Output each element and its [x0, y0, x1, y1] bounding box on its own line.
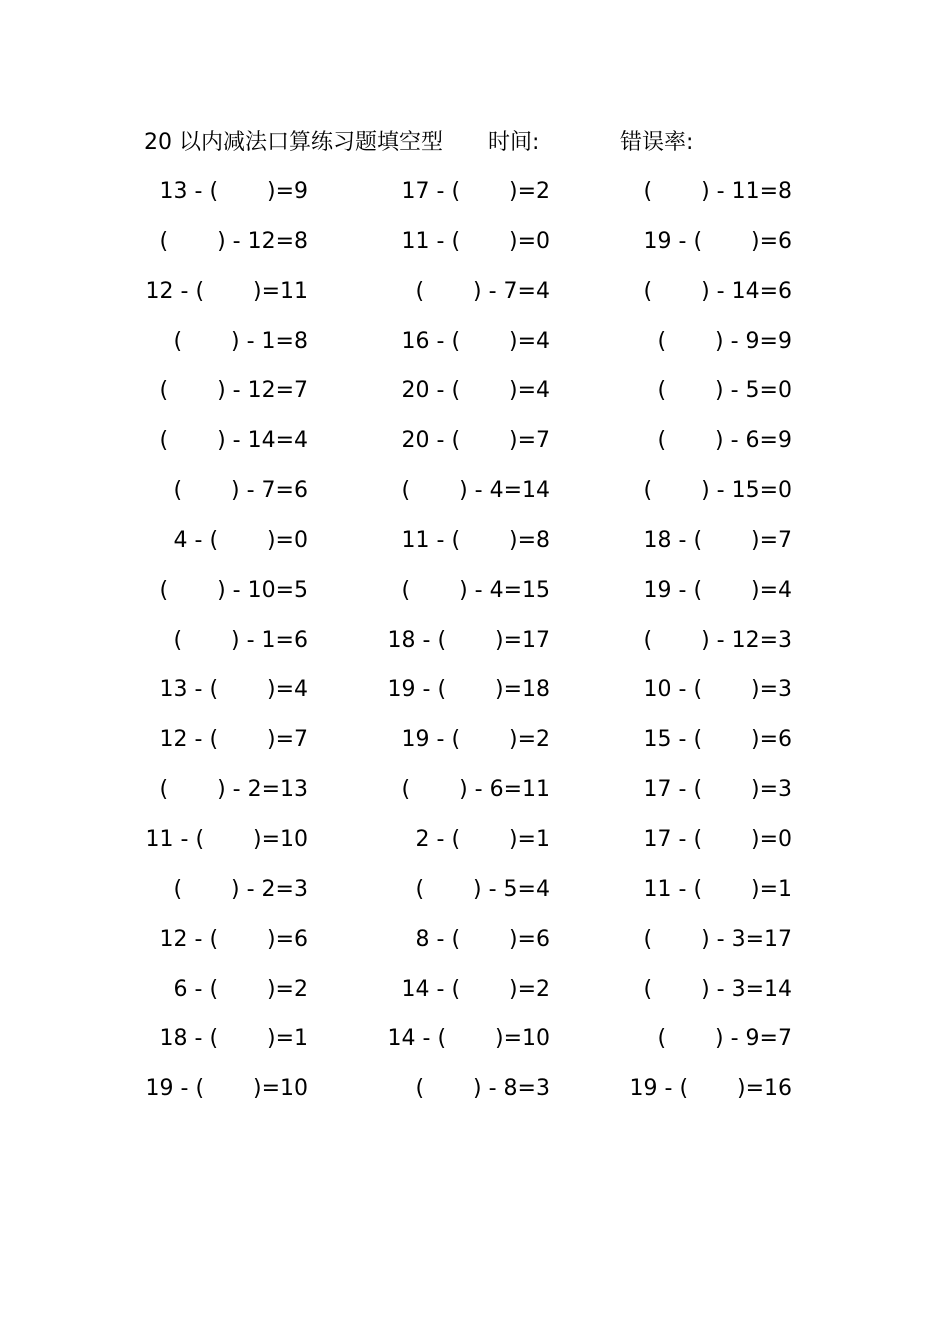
subtraction-problem: ( ) - 2=13 — [159, 777, 308, 803]
subtraction-problem: 14 - ( )=10 — [387, 1026, 550, 1052]
subtraction-problem: 2 - ( )=1 — [415, 826, 550, 852]
subtraction-problem: 19 - ( )=10 — [145, 1076, 308, 1102]
problem-row — [140, 870, 800, 920]
subtraction-problem: ( ) - 9=9 — [657, 328, 792, 354]
subtraction-problem: ( ) - 3=17 — [643, 926, 792, 952]
subtraction-problem: 17 - ( )=2 — [401, 179, 550, 204]
subtraction-problem: ( ) - 6=11 — [401, 777, 550, 803]
subtraction-problem: 15 - ( )=6 — [643, 727, 792, 753]
subtraction-problem: 19 - ( )=4 — [643, 577, 792, 603]
subtraction-problem: ( ) - 4=15 — [401, 577, 550, 603]
subtraction-problem: ( ) - 3=14 — [643, 976, 792, 1002]
problem-row — [140, 820, 800, 870]
subtraction-problem: 11 - ( )=10 — [145, 826, 308, 852]
problem-row — [140, 371, 800, 421]
subtraction-problem: 20 - ( )=7 — [401, 428, 550, 454]
problem-row — [140, 421, 800, 471]
subtraction-problem: ( ) - 12=7 — [159, 378, 308, 404]
subtraction-problem: 13 - ( )=4 — [159, 677, 308, 703]
subtraction-problem: 14 - ( )=2 — [401, 976, 550, 1002]
subtraction-problem: 12 - ( )=6 — [159, 926, 308, 952]
problem-row — [140, 770, 800, 820]
problem-row — [140, 222, 800, 272]
subtraction-problem: ( ) - 1=6 — [173, 627, 308, 653]
subtraction-problem: 4 - ( )=0 — [173, 527, 308, 553]
subtraction-problem: 18 - ( )=7 — [643, 527, 792, 553]
subtraction-problem: ( ) - 5=0 — [657, 378, 792, 404]
subtraction-problem: ( ) - 7=4 — [415, 278, 550, 304]
subtraction-problem: 11 - ( )=8 — [401, 527, 550, 553]
subtraction-problem: 6 - ( )=2 — [173, 976, 308, 1002]
subtraction-problem: ( ) - 7=6 — [173, 478, 308, 504]
problem-row — [140, 322, 800, 372]
problem-row — [140, 970, 800, 1020]
subtraction-problem: ( ) - 12=8 — [159, 228, 308, 254]
problem-row — [140, 720, 800, 770]
subtraction-problem: 11 - ( )=1 — [643, 876, 792, 902]
problem-grid — [140, 172, 800, 1119]
subtraction-problem: 18 - ( )=1 — [159, 1026, 308, 1052]
problem-row — [140, 272, 800, 322]
problem-row — [140, 571, 800, 621]
subtraction-problem: 11 - ( )=0 — [401, 228, 550, 254]
subtraction-problem: ( ) - 14=6 — [643, 278, 792, 304]
subtraction-problem: ( ) - 14=4 — [159, 428, 308, 454]
subtraction-problem: 13 - ( )=9 — [159, 179, 308, 204]
subtraction-problem: 19 - ( )=6 — [643, 228, 792, 254]
time-label: 时间: — [488, 130, 540, 155]
subtraction-problem: ( ) - 8=3 — [415, 1076, 550, 1102]
worksheet-header — [144, 126, 764, 160]
error-rate-label: 错误率: — [620, 130, 694, 155]
subtraction-problem: ( ) - 6=9 — [657, 428, 792, 454]
subtraction-problem: ( ) - 12=3 — [643, 627, 792, 653]
problem-row — [140, 471, 800, 521]
subtraction-problem: ( ) - 2=3 — [173, 876, 308, 902]
subtraction-problem: 19 - ( )=18 — [387, 677, 550, 703]
subtraction-problem: ( ) - 4=14 — [401, 478, 550, 504]
subtraction-problem: 19 - ( )=2 — [401, 727, 550, 753]
subtraction-problem: ( ) - 1=8 — [173, 328, 308, 354]
worksheet-title: 20 以内减法口算练习题填空型 — [144, 130, 443, 155]
problem-row — [140, 1069, 800, 1119]
subtraction-problem: 20 - ( )=4 — [401, 378, 550, 404]
subtraction-problem: 10 - ( )=3 — [643, 677, 792, 703]
subtraction-problem: 19 - ( )=16 — [629, 1076, 792, 1102]
subtraction-problem: ( ) - 15=0 — [643, 478, 792, 504]
subtraction-problem: ( ) - 9=7 — [657, 1026, 792, 1052]
subtraction-problem: ( ) - 5=4 — [415, 876, 550, 902]
problem-row — [140, 521, 800, 571]
problem-row — [140, 920, 800, 970]
problem-row — [140, 621, 800, 671]
subtraction-problem: 12 - ( )=7 — [159, 727, 308, 753]
problem-row — [140, 1019, 800, 1069]
subtraction-problem: 17 - ( )=0 — [643, 826, 792, 852]
subtraction-problem: 16 - ( )=4 — [401, 328, 550, 354]
problem-row — [140, 670, 800, 720]
subtraction-problem: 17 - ( )=3 — [643, 777, 792, 803]
subtraction-problem: 8 - ( )=6 — [415, 926, 550, 952]
problem-row — [140, 172, 800, 222]
subtraction-problem: 18 - ( )=17 — [387, 627, 550, 653]
subtraction-problem: 12 - ( )=11 — [145, 278, 308, 304]
subtraction-problem: ( ) - 11=8 — [643, 179, 792, 204]
subtraction-problem: ( ) - 10=5 — [159, 577, 308, 603]
